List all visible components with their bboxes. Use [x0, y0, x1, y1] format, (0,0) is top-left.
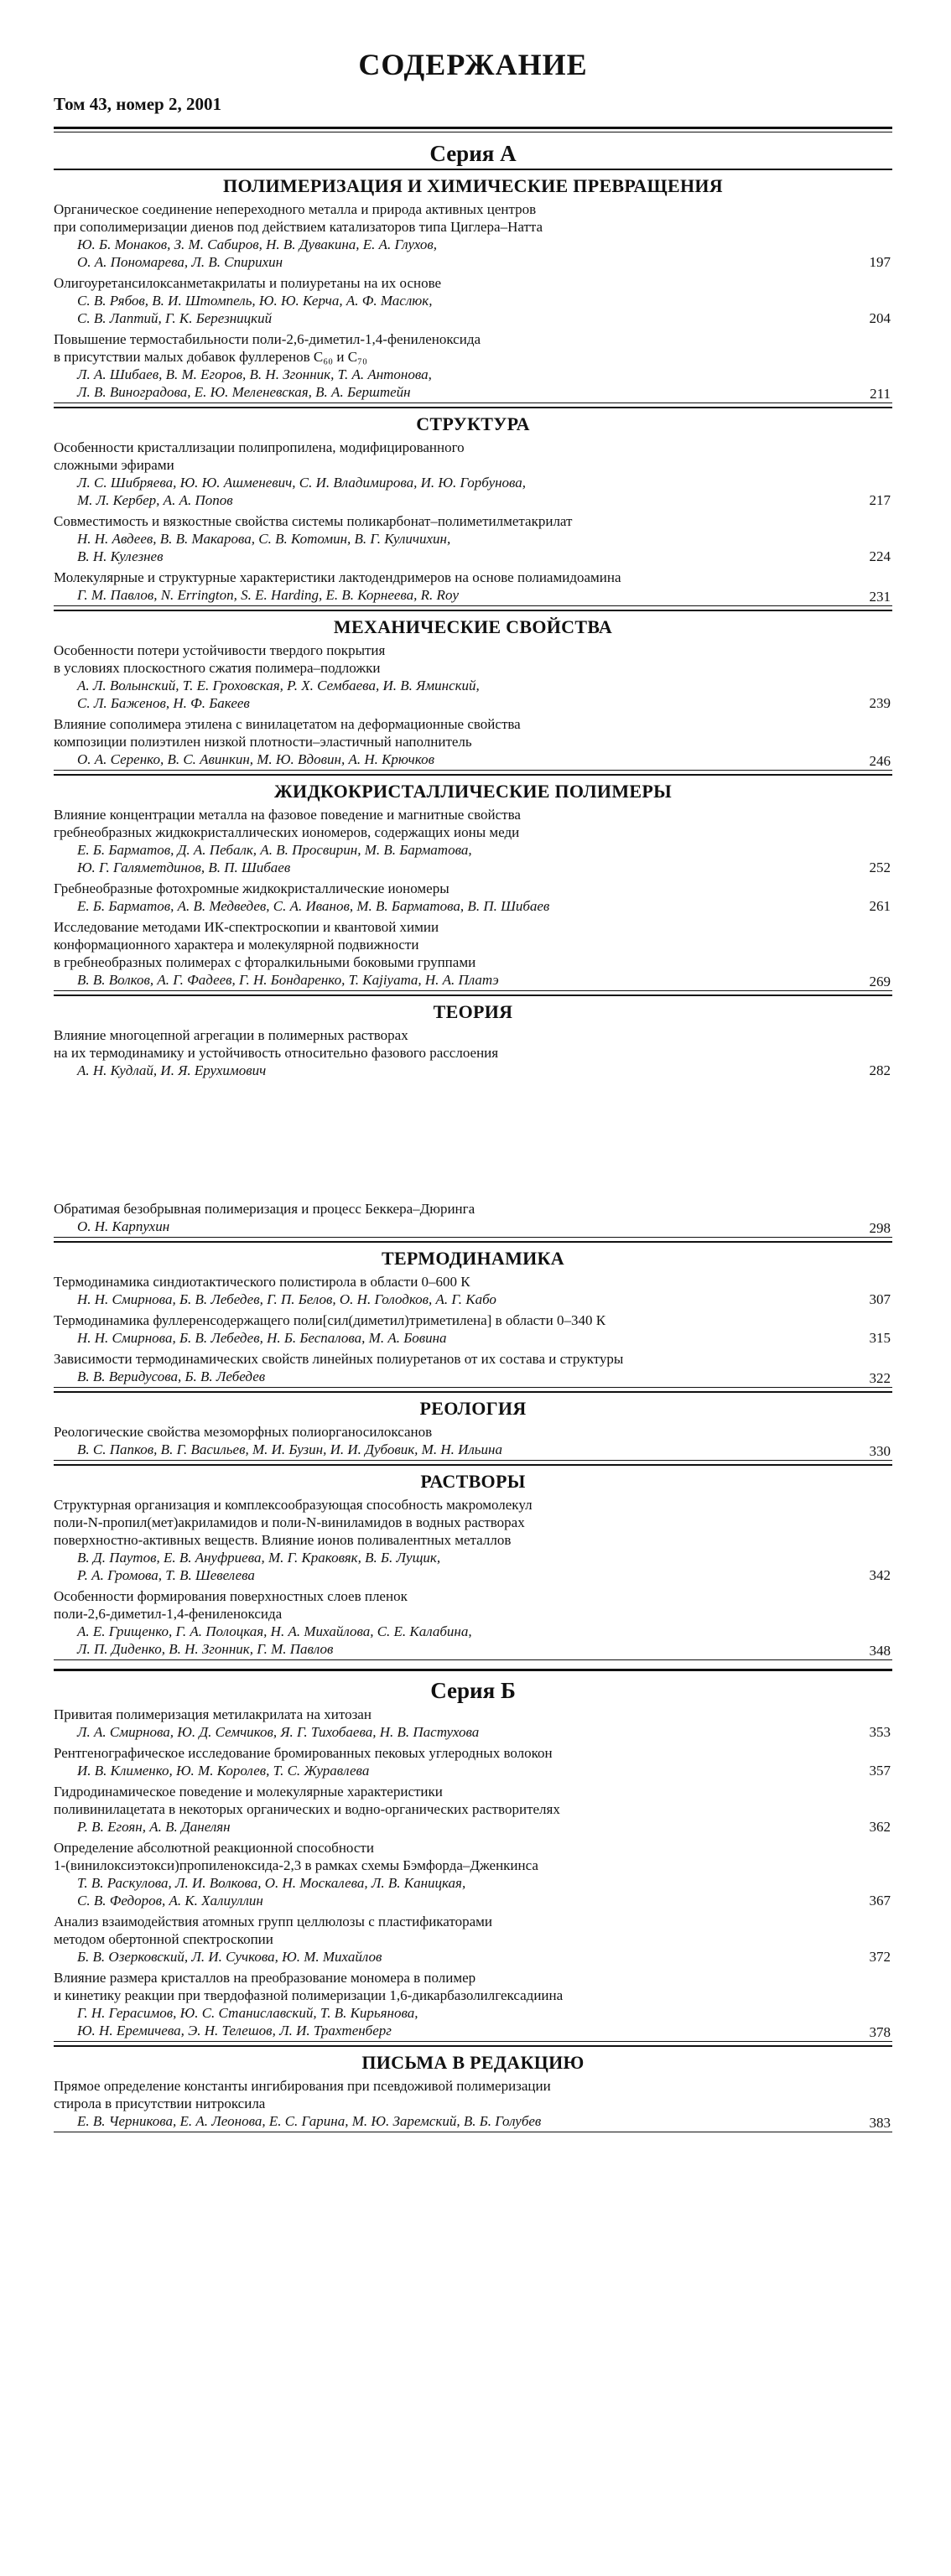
entry-authors: Б. В. Озерковский, Л. И. Сучкова, Ю. М. Михайлов [77, 1949, 382, 1965]
section-title: ПИСЬМА В РЕДАКЦИЮ [361, 2052, 585, 2073]
entry-page-number: 217 [869, 492, 891, 508]
toc-entry[interactable] [54, 1783, 892, 1836]
toc-entry[interactable] [54, 1587, 892, 1660]
entry-authors: Т. В. Раскулова, Л. И. Волкова, О. Н. Москалева, Л. В. Каницкая, С. В. Федоров, А. К. Халиуллин [77, 1875, 466, 1909]
entry-title: Особенности потери устойчивости твердого покрытия в условиях плоскостного сжатия полимера–подложки [54, 642, 386, 676]
entry-page-number: 372 [869, 1949, 891, 1965]
entry-title: Анализ взаимодействия атомных групп целлюлозы с пластификаторами методом обертонной спектроскопии [54, 1914, 493, 1947]
contents-page [54, 47, 892, 2136]
entry-page-number: 322 [869, 1370, 891, 1386]
section [54, 1464, 892, 1660]
entry-page-number: 342 [869, 1567, 891, 1583]
toc-entry[interactable] [54, 330, 892, 403]
section-title: СТРУКТУРА [416, 413, 530, 434]
entry-page-number: 298 [869, 1220, 891, 1236]
toc-entry[interactable] [54, 2077, 892, 2132]
entry-title: Влияние размера кристаллов на преобразование мономера в полимер и кинетику реакции при твердофазной полимеризации 1,6-дикарбазолилгексадиина [54, 1970, 564, 2003]
toc-entry[interactable] [54, 715, 892, 771]
entry-page-number: 211 [870, 386, 891, 402]
entry-authors: И. В. Клименко, Ю. М. Королев, Т. С. Журавлева [77, 1763, 370, 1779]
letters-entries [54, 2077, 892, 2132]
toc-entry[interactable] [54, 1350, 892, 1388]
section-letters [54, 2045, 892, 2132]
entry-title: Олигоуретансилоксанметакрилаты и полиуретаны на их основе [54, 275, 442, 291]
entry-title: Термодинамика фуллеренсодержащего поли[сил(диметил)триметилена] в области 0–340 К [54, 1312, 606, 1328]
section-title: ТЕРМОДИНАМИКА [381, 1248, 564, 1269]
entry-page-number: 357 [869, 1763, 891, 1779]
entry-title: Гребнеобразные фотохромные жидкокристаллические иономеры [54, 880, 450, 896]
entry-page-number: 378 [869, 2024, 891, 2040]
toc-entry[interactable] [54, 1744, 892, 1779]
entry-authors: В. С. Папков, В. Г. Васильев, М. И. Бузин, И. И. Дубовик, М. Н. Ильина [77, 1441, 502, 1457]
entry-title: Исследование методами ИК-спектроскопии и квантовой химии конформационного характера и молекулярной подвижности в гребнеобразных полимерах с фторалкильными боковыми группами [54, 919, 476, 970]
toc-entry[interactable] [54, 806, 892, 876]
entry-authors: Г. Н. Герасимов, Ю. С. Станиславский, Т. В. Кирьянова, Ю. Н. Еремичева, Э. Н. Телешов, Л. И. Трахтенберг [77, 2005, 418, 2038]
section-title: МЕХАНИЧЕСКИЕ СВОЙСТВА [333, 616, 613, 637]
series-a-heading: Серия А [429, 141, 517, 166]
entry-title: Совместимость и вязкостные свойства системы поликарбонат–полиметилметакрилат [54, 513, 573, 529]
entry-authors: Ю. Б. Монаков, З. М. Сабиров, Н. В. Дувакина, Е. А. Глухов, О. А. Пономарева, Л. В. Спирихин [77, 236, 438, 270]
toc-entry[interactable] [54, 880, 892, 915]
entry-authors: Е. Б. Барматов, Д. А. Пебалк, А. В. Просвирин, М. В. Барматова, Ю. Г. Галяметдинов, В. П. Шибаев [77, 842, 472, 875]
section [54, 1241, 892, 1388]
entry-authors: Н. Н. Авдеев, В. В. Макарова, С. В. Котомин, В. Г. Куличихин, В. Н. Кулезнев [77, 531, 451, 564]
entry-title: Молекулярные и структурные характеристики лактодендримеров на основе полиамидоамина [54, 569, 621, 585]
section [54, 995, 892, 1238]
entry-authors: О. Н. Карпухин [77, 1218, 170, 1234]
entry-title: Особенности кристаллизации полипропилена, модифицированного сложными эфирами [54, 439, 465, 473]
entry-authors: А. Е. Грищенко, Г. А. Полоцкая, Н. А. Михайлова, С. Е. Калабина, Л. П. Диденко, В. Н. Згонник, Г. М. Павлов [77, 1623, 472, 1657]
divider [54, 127, 892, 132]
section [54, 407, 892, 606]
toc-entry[interactable] [54, 274, 892, 327]
entry-page-number: 239 [869, 695, 891, 711]
volume-line: Том 43, номер 2, 2001 [54, 94, 221, 114]
entry-title: Повышение термостабильности поли-2,6-диметил-1,4-фениленоксида в присутствии малых добавок фуллеренов C₆₀ и C₇₀ [54, 331, 481, 365]
toc-entry[interactable] [54, 1839, 892, 1909]
entry-page-number: 348 [869, 1643, 891, 1659]
blank-space [54, 1083, 892, 1200]
toc-entry[interactable] [54, 1913, 892, 1966]
entry-authors: Р. В. Егоян, А. В. Данелян [77, 1819, 231, 1835]
entry-authors: А. Л. Волынский, Т. Е. Гроховская, Р. Х. Сембаева, И. В. Яминский, С. Л. Баженов, Н. Ф. Бакеев [77, 678, 480, 711]
toc-entry[interactable] [54, 1969, 892, 2042]
toc-entry[interactable] [54, 439, 892, 509]
section-title: ТЕОРИЯ [433, 1001, 513, 1022]
entry-page-number: 197 [869, 254, 891, 270]
entry-title: Особенности формирования поверхностных слоев пленок поли-2,6-диметил-1,4-фениленоксида [54, 1588, 408, 1622]
entry-page-number: 367 [869, 1893, 891, 1909]
entry-title: Прямое определение константы ингибирования при псевдоживой полимеризации стирола в присутствии нитроксила [54, 2078, 551, 2111]
entry-title: Зависимости термодинамических свойств линейных полиуретанов от их состава и структуры [54, 1351, 624, 1367]
entry-page-number: 330 [869, 1443, 891, 1459]
entry-page-number: 383 [869, 2115, 891, 2131]
divider [54, 1669, 892, 1671]
entry-authors: А. Н. Кудлай, И. Я. Ерухимович [77, 1062, 267, 1078]
toc-entry[interactable] [54, 1496, 892, 1584]
toc-entry[interactable] [54, 1311, 892, 1347]
page-title: СОДЕРЖАНИЕ [358, 48, 588, 81]
entry-title: Термодинамика синдиотактического полистирола в области 0–600 К [54, 1274, 470, 1290]
entry-page-number: 261 [869, 898, 891, 914]
entry-title: Гидродинамическое поведение и молекулярные характеристики поливинилацетата в некоторых органических и водно-органических растворителях [54, 1784, 560, 1817]
entry-page-number: 282 [869, 1062, 891, 1078]
toc-entry[interactable] [54, 1273, 892, 1308]
section-title: РЕОЛОГИЯ [419, 1398, 527, 1419]
series-b-heading: Серия Б [430, 1678, 516, 1703]
entry-title: Влияние сополимера этилена с винилацетатом на деформационные свойства композиции полиэтилен низкой плотности–эластичный наполнитель [54, 716, 521, 750]
entry-authors: Л. А. Шибаев, В. М. Егоров, В. Н. Згонник, Т. А. Антонова, Л. В. Виноградова, Е. Ю. Меленевская, В. А. Берштейн [77, 366, 432, 400]
toc-entry[interactable] [54, 200, 892, 271]
entry-page-number: 362 [869, 1819, 891, 1835]
toc-entry[interactable] [54, 512, 892, 565]
entry-authors: В. Д. Паутов, Е. В. Ануфриева, М. Г. Краковяк, В. Б. Лущик, Р. А. Громова, Т. В. Шевелева [77, 1550, 441, 1583]
entry-page-number: 204 [869, 310, 891, 326]
entry-title: Рентгенографическое исследование бромированных пековых углеродных волокон [54, 1745, 553, 1761]
entry-page-number: 224 [869, 548, 891, 564]
entry-title: Влияние концентрации металла на фазовое поведение и магнитные свойства гребнеобразных жидкокристаллических иономеров, содержащих ионы меди [54, 807, 521, 840]
entry-authors: С. В. Рябов, В. И. Штомпель, Ю. Ю. Керча, А. Ф. Маслюк, С. В. Лаптий, Г. К. Березницкий [77, 293, 433, 326]
entry-page-number: 231 [869, 589, 891, 605]
toc-entry[interactable] [54, 569, 892, 606]
entry-authors: Л. А. Смирнова, Ю. Д. Семчиков, Я. Г. Тихобаева, Н. В. Пастухова [77, 1724, 480, 1740]
entry-authors: Н. Н. Смирнова, Б. В. Лебедев, Н. Б. Беспалова, М. А. Бовина [77, 1330, 447, 1346]
toc-entry[interactable] [54, 1026, 892, 1079]
toc-entry[interactable] [54, 1423, 892, 1461]
section [54, 610, 892, 771]
toc-entry[interactable] [54, 1200, 892, 1238]
entry-authors: О. А. Серенко, В. С. Авинкин, М. Ю. Вдовин, А. Н. Крючков [77, 751, 434, 767]
entry-page-number: 353 [869, 1724, 891, 1740]
toc-entry[interactable] [54, 641, 892, 712]
entry-title: Органическое соединение непереходного металла и природа активных центров при сополимеризации диенов под действием катализаторов типа Циглера–Натта [54, 201, 543, 235]
section-title: ЖИДКОКРИСТАЛЛИЧЕСКИЕ ПОЛИМЕРЫ [273, 781, 673, 802]
entry-authors: Е. В. Черникова, Е. А. Леонова, Е. С. Гарина, М. Ю. Заремский, В. Б. Голубев [77, 2113, 542, 2129]
entry-authors: Г. М. Павлов, N. Errington, S. E. Harding, Е. В. Корнеева, R. Roy [77, 587, 459, 603]
entry-title: Структурная организация и комплексообразующая способность макромолекул поли-N-пропил(мет)акриламидов и поли-N-виниламидов в водных растворах поверхностно-активных веществ. Влияние ионов поливалентных металлов [54, 1497, 533, 1548]
entry-authors: Л. С. Шибряева, Ю. Ю. Ашменевич, С. И. Владимирова, И. Ю. Горбунова, М. Л. Кербер, А. А. Попов [77, 475, 527, 508]
entry-title: Привитая полимеризация метилакрилата на хитозан [54, 1706, 372, 1722]
entry-page-number: 315 [869, 1330, 891, 1346]
entry-title: Реологические свойства мезоморфных полиорганосилоксанов [54, 1424, 433, 1440]
entry-authors: Н. Н. Смирнова, Б. В. Лебедев, Г. П. Белов, О. Н. Голодков, А. Г. Кабо [77, 1291, 496, 1307]
entry-title: Влияние многоцепной агрегации в полимерных растворах на их термодинамику и устойчивость относительно фазового расслоения [54, 1027, 499, 1061]
entry-page-number: 246 [869, 753, 891, 769]
entry-authors: В. В. Веридусова, Б. В. Лебедев [77, 1368, 266, 1384]
section [54, 774, 892, 991]
section [54, 169, 892, 403]
section-title: РАСТВОРЫ [420, 1471, 526, 1492]
entry-title: Определение абсолютной реакционной способности 1-(винилоксиэтокси)пропиленоксида-2,3 в рамках схемы Бэмфорда–Дженкинса [54, 1840, 538, 1873]
entry-page-number: 307 [869, 1291, 891, 1307]
entry-title: Обратимая безобрывная полимеризация и процесс Беккера–Дюринга [54, 1201, 476, 1217]
series-b-entries [54, 1706, 892, 2042]
entry-page-number: 269 [869, 974, 891, 989]
entry-page-number: 252 [869, 860, 891, 875]
section-title: ПОЛИМЕРИЗАЦИЯ И ХИМИЧЕСКИЕ ПРЕВРАЩЕНИЯ [223, 175, 723, 196]
entry-authors: Е. Б. Барматов, А. В. Медведев, С. А. Иванов, М. В. Барматова, В. П. Шибаев [77, 898, 550, 914]
entry-authors: В. В. Волков, А. Г. Фадеев, Г. Н. Бондаренко, T. Kajiyama, Н. А. Платэ [77, 972, 499, 988]
section [54, 1391, 892, 1461]
toc-entry[interactable] [54, 1706, 892, 1741]
series-a-sections [54, 169, 892, 1660]
toc-entry[interactable] [54, 918, 892, 991]
